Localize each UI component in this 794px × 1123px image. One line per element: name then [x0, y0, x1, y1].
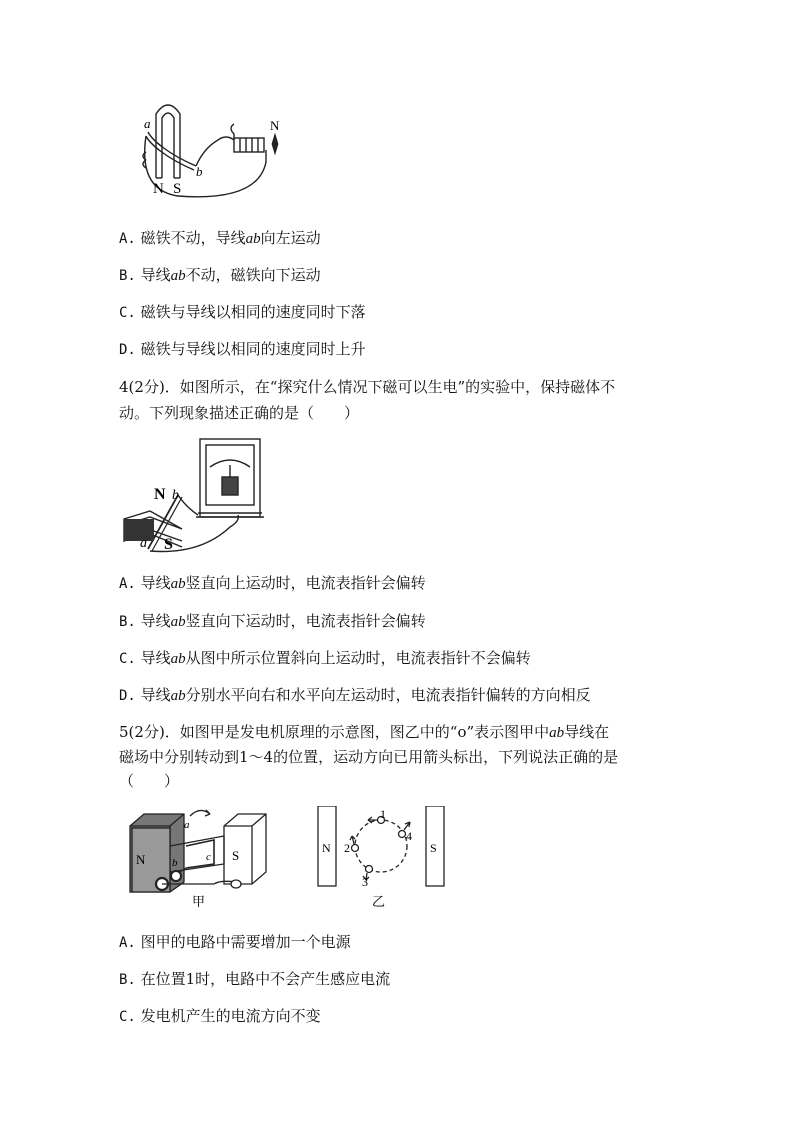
q3-option-c[interactable]: C. 磁铁与导线以相同的速度同时下落 [119, 303, 366, 321]
fig-yi-caption: 乙 [372, 894, 386, 909]
q5-option-a[interactable]: A. 图甲的电路中需要增加一个电源 [119, 933, 351, 951]
fig-jia-label-n: N [136, 852, 146, 867]
q5-stem-line2: 磁场中分别转动到1～4的位置，运动方向已用箭头标出，下列说法正确的是 [119, 748, 619, 766]
option-letter: A. [119, 231, 136, 247]
fig-yi-pos3: 3 [362, 875, 368, 889]
q3-option-b[interactable]: B. 导线ab不动，磁铁向下运动 [119, 266, 321, 284]
q4-option-c[interactable]: C. 导线ab从图中所示位置斜向上运动时，电流表指针不会偏转 [119, 649, 531, 667]
fig-yi-label-n: N [322, 841, 331, 855]
option-letter: B. [119, 972, 136, 988]
figure-generator-jia [124, 806, 274, 912]
figure-magnet-coil-compass [138, 100, 288, 202]
fig-yi-pos4: 4 [406, 829, 412, 843]
fig4-label-s: S [164, 536, 173, 553]
option-letter: B. [119, 268, 136, 284]
q5-stem-line1: 5(2分)．如图甲是发电机原理的示意图，图乙中的“o”表示图甲中ab导线在 [119, 723, 610, 741]
q4-option-d[interactable]: D. 导线ab分别水平向右和水平向左运动时，电流表指针偏转的方向相反 [119, 686, 591, 704]
fig-jia-caption: 甲 [192, 894, 206, 909]
q3-option-d[interactable]: D. 磁铁与导线以相同的速度同时上升 [119, 340, 366, 358]
option-letter: C. [119, 1009, 136, 1025]
q3-option-a[interactable]: A. 磁铁不动，导线ab向左运动 [119, 229, 321, 247]
q4-stem-line1: 4(2分)．如图所示，在“探究什么情况下磁可以生电”的实验中，保持磁体不 [119, 378, 616, 396]
fig-yi-pos2: 2 [344, 841, 350, 855]
q4-option-a[interactable]: A. 导线ab竖直向上运动时，电流表指针会偏转 [119, 574, 426, 592]
fig4-label-n: N [154, 486, 166, 503]
q4-option-b[interactable]: B. 导线ab竖直向下运动时，电流表指针会偏转 [119, 612, 426, 630]
fig-jia-label-a: a [184, 819, 190, 831]
fig1-label-a: a [144, 116, 151, 131]
fig1-label-n-magnet: N [153, 181, 164, 197]
fig4-label-b: b [172, 488, 179, 503]
q4-stem-line2: 动。下列现象描述正确的是（ ） [119, 404, 360, 422]
q5-option-b[interactable]: B. 在位置1时，电路中不会产生感应电流 [119, 970, 391, 988]
fig-yi-pos1: 1 [380, 807, 386, 821]
fig1-label-b: b [196, 164, 203, 179]
option-letter: C. [119, 305, 136, 321]
fig-jia-label-b: b [172, 857, 178, 869]
option-letter: A. [119, 576, 136, 592]
option-letter: A. [119, 935, 136, 951]
q5-stem-line3: （ ） [119, 772, 180, 790]
option-letter: C. [119, 651, 136, 667]
figure-positions-yi [314, 806, 450, 912]
option-letter: D. [119, 688, 136, 704]
figure-galvanometer-setup [120, 437, 270, 555]
fig-jia-label-s: S [232, 848, 240, 863]
fig1-label-s-magnet: S [173, 181, 182, 197]
fig-yi-label-s: S [430, 841, 437, 855]
fig-jia-label-c: c [206, 851, 211, 863]
option-letter: B. [119, 614, 136, 630]
q5-option-c[interactable]: C. 发电机产生的电流方向不变 [119, 1007, 321, 1025]
fig4-label-a: a [140, 536, 147, 551]
fig1-label-n-compass: N [270, 118, 280, 133]
option-letter: D. [119, 342, 136, 358]
